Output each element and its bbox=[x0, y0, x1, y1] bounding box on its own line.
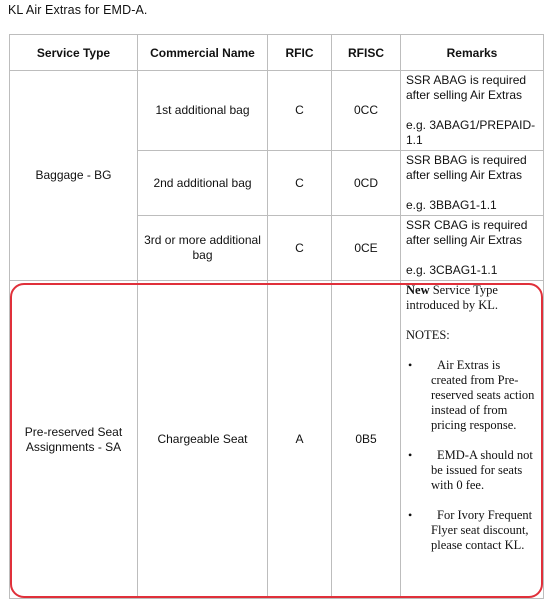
rfic-cell: A bbox=[268, 281, 332, 599]
bullet-icon: • bbox=[408, 448, 413, 462]
remarks-cell bbox=[401, 151, 544, 216]
remarks-cell bbox=[401, 281, 544, 599]
header-rfic: RFIC bbox=[268, 35, 332, 71]
rfisc-cell: 0CC bbox=[332, 71, 401, 151]
header-commercial-name: Commercial Name bbox=[138, 35, 268, 71]
rfisc-cell: 0CD bbox=[332, 151, 401, 216]
list-item bbox=[406, 358, 539, 433]
header-service-type: Service Type bbox=[10, 35, 138, 71]
list-item bbox=[406, 448, 539, 493]
rfic-cell: C bbox=[268, 216, 332, 281]
rfic-cell: C bbox=[268, 71, 332, 151]
commercial-name-cell: 2nd additional bag bbox=[138, 151, 268, 216]
header-rfisc: RFISC bbox=[332, 35, 401, 71]
notes-list bbox=[406, 358, 539, 553]
rfisc-cell: 0CE bbox=[332, 216, 401, 281]
remarks-cell bbox=[401, 71, 544, 151]
commercial-name-cell: Chargeable Seat bbox=[138, 281, 268, 599]
note-text: Air Extras is created from Pre-reserved seats action instead of from pricing response. bbox=[431, 358, 535, 432]
notes-label: NOTES: bbox=[406, 328, 450, 342]
service-type-baggage: Baggage - BG bbox=[10, 71, 138, 281]
remark-text: SSR ABAG is required after selling Air Extras bbox=[406, 73, 527, 102]
table-caption: KL Air Extras for EMD-A. bbox=[8, 3, 148, 17]
service-type-seat: Pre-reserved Seat Assignments - SA bbox=[10, 281, 138, 599]
bullet-icon: • bbox=[408, 358, 413, 372]
remark-intro bbox=[406, 283, 539, 313]
air-extras-table bbox=[9, 34, 544, 599]
commercial-name-cell: 3rd or more additional bag bbox=[138, 216, 268, 281]
remark-example: e.g. 3CBAG1-1.1 bbox=[406, 263, 498, 277]
remark-text: SSR CBAG is required after selling Air Extras bbox=[406, 218, 528, 247]
remark-example: e.g. 3ABAG1/PREPAID-1.1 bbox=[406, 118, 536, 147]
rfic-cell: C bbox=[268, 151, 332, 216]
rfisc-cell: 0B5 bbox=[332, 281, 401, 599]
bullet-icon: • bbox=[408, 508, 413, 522]
header-remarks: Remarks bbox=[401, 35, 544, 71]
commercial-name-cell: 1st additional bag bbox=[138, 71, 268, 151]
remark-example: e.g. 3BBAG1-1.1 bbox=[406, 198, 497, 212]
remark-intro-text: Service Type introduced by KL. bbox=[406, 283, 498, 312]
remarks-cell bbox=[401, 216, 544, 281]
list-item bbox=[406, 508, 539, 553]
new-label: New bbox=[406, 283, 430, 297]
table-row bbox=[10, 281, 544, 599]
table-row bbox=[10, 71, 544, 151]
note-text: EMD-A should not be issued for seats with 0 fee. bbox=[431, 448, 533, 492]
note-text: For Ivory Frequent Flyer seat discount, please contact KL. bbox=[431, 508, 533, 552]
table-header-row bbox=[10, 35, 544, 71]
remark-text: SSR BBAG is required after selling Air Extras bbox=[406, 153, 527, 182]
